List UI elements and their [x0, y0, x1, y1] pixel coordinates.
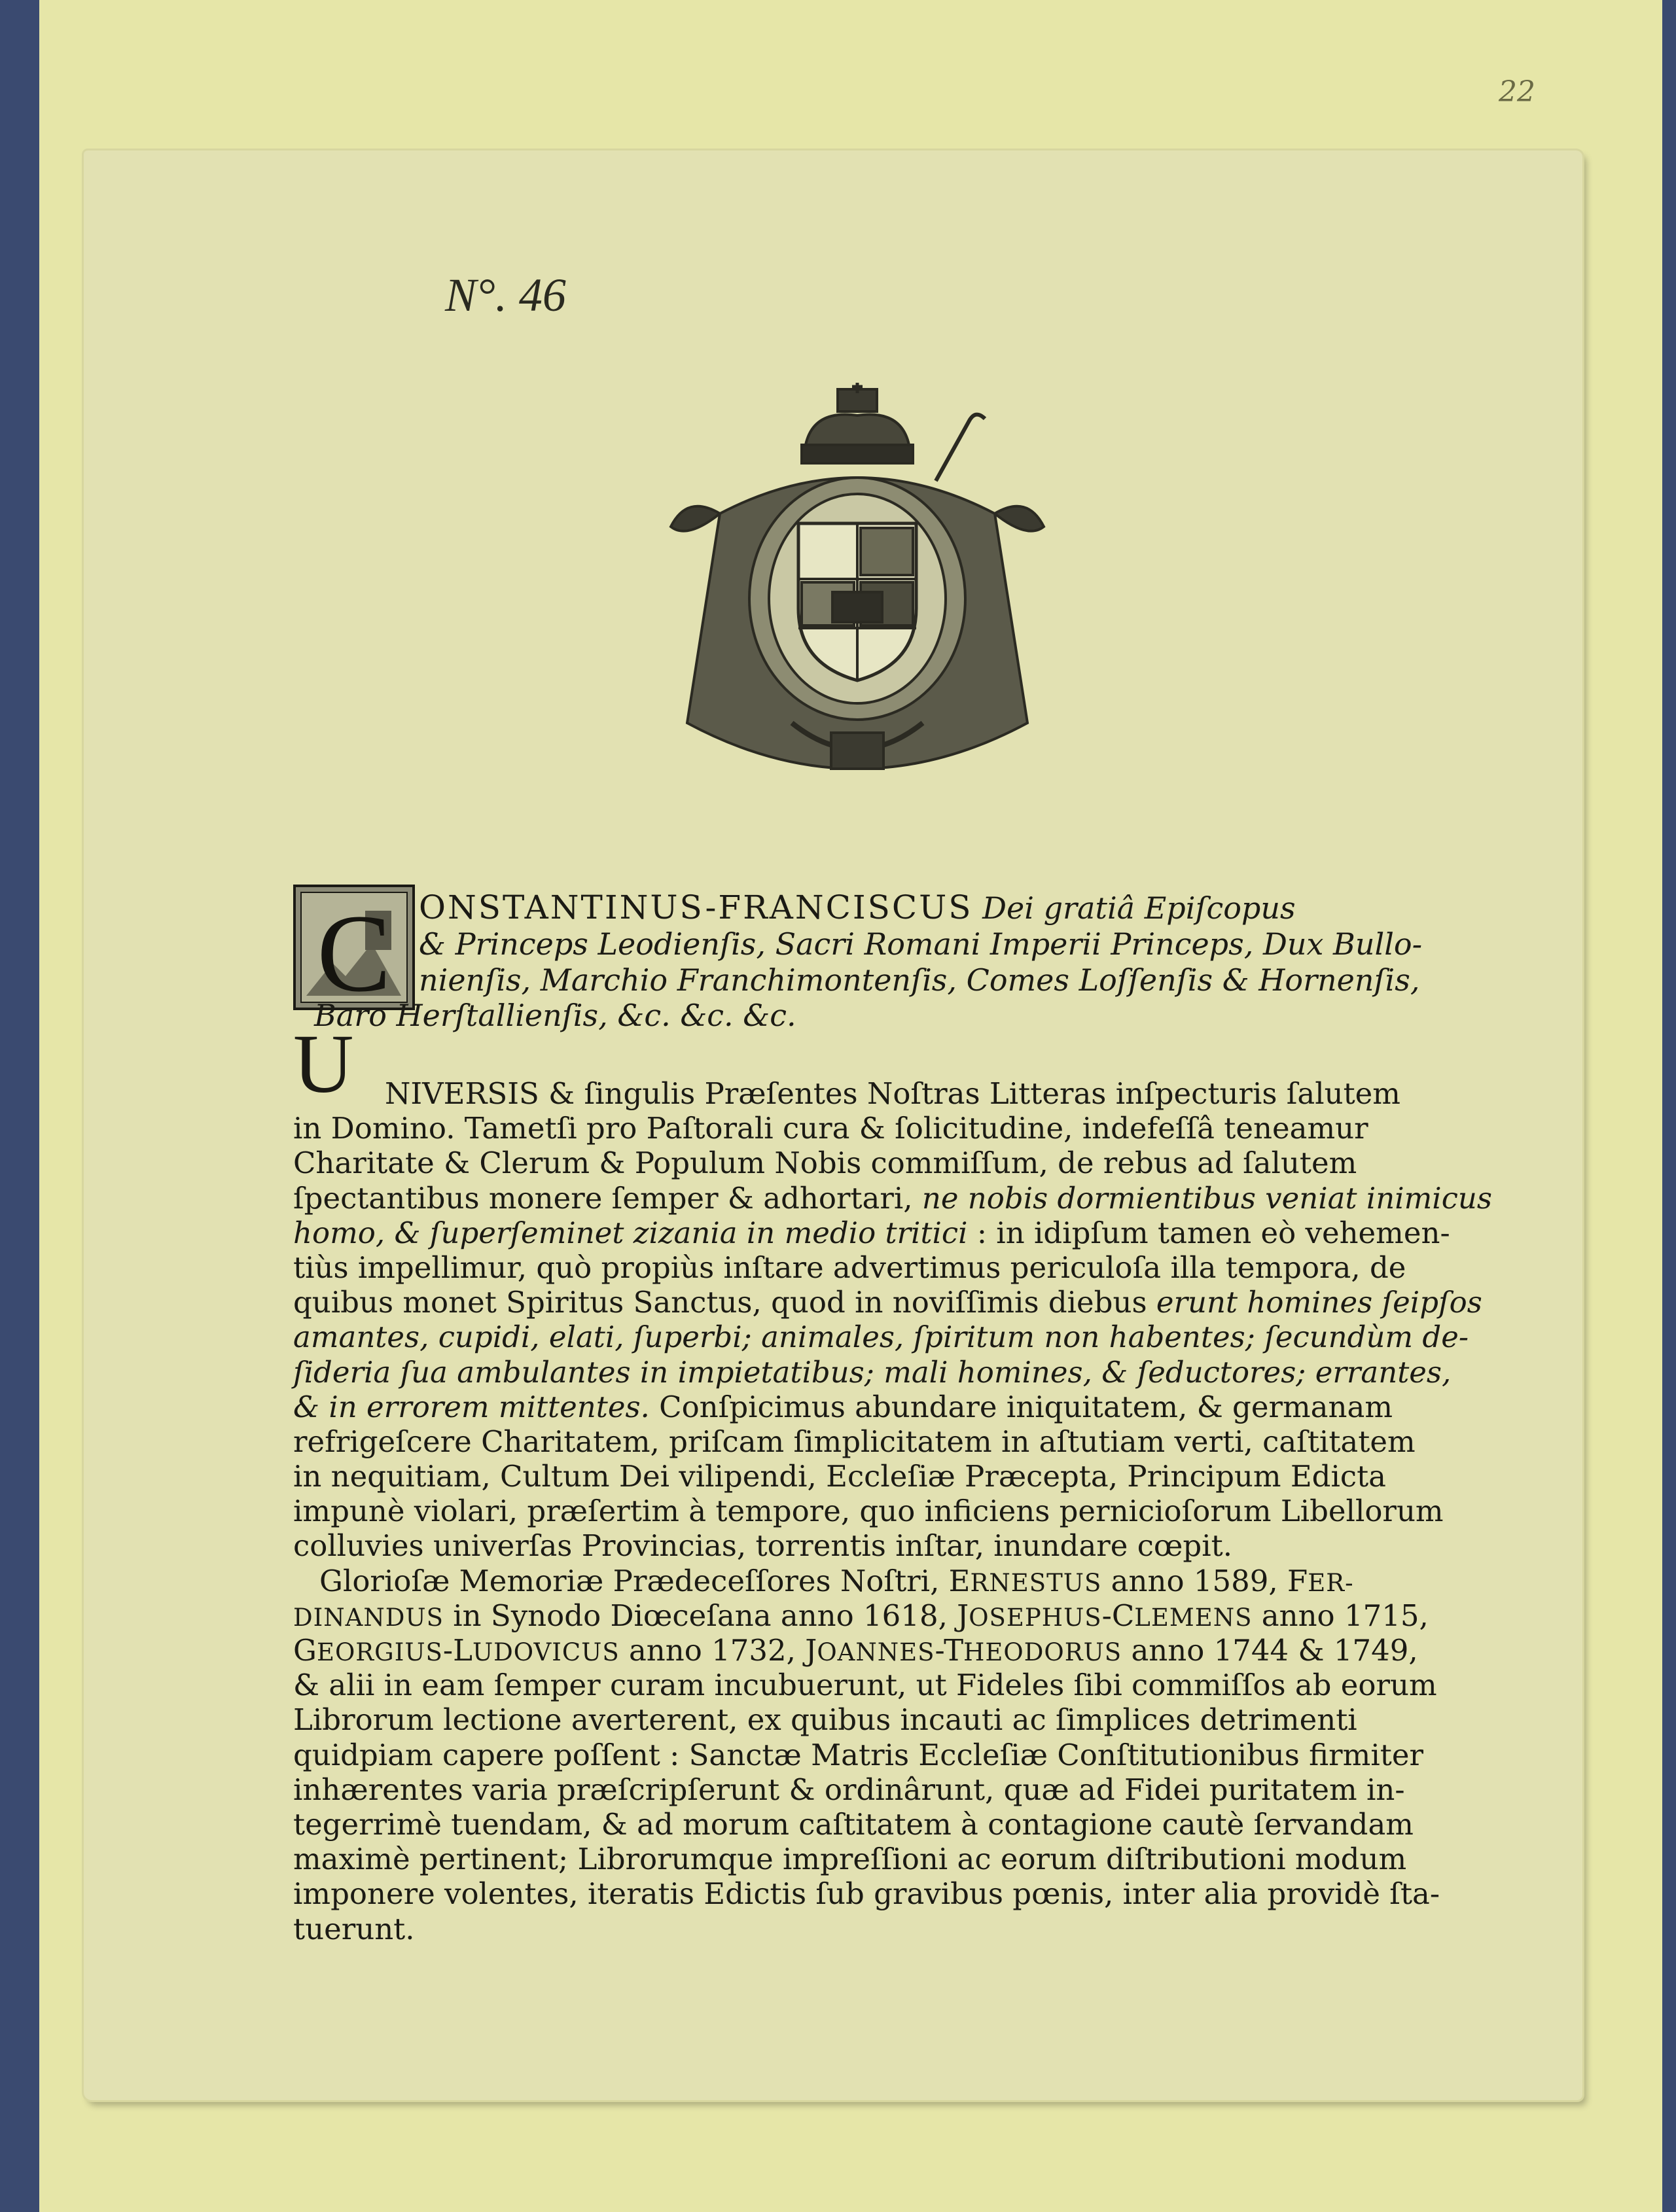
body-line: [293, 1076, 1400, 1111]
body-text-run: DINANDUS: [293, 1603, 444, 1632]
body-text-run: tegerrimè tuendam, & ad morum caſtitatem à contagione cautè ſervandam: [293, 1806, 1414, 1842]
title-text-run: ONSTANTINUS-FRANCISCUS: [419, 888, 973, 926]
body-text-run: -L: [442, 1633, 472, 1668]
body-text-run: quidpiam capere poſſent : Sanctæ Matris Eccleſiæ Conſtitutionibus firmiter: [293, 1737, 1423, 1772]
body-text-run: -T: [935, 1633, 964, 1668]
body-line: [293, 1876, 1440, 1912]
decorated-initial-c: [293, 885, 415, 1010]
body-text-run: UDOVICUS: [472, 1638, 620, 1666]
body-text-run: OANNES: [817, 1638, 935, 1666]
body-text-run: imponere volentes, iteratis Edictis ſub gravibus pœnis, inter alia providè ſta-: [293, 1876, 1440, 1912]
body-text-run: erunt homines ſeipſos: [1156, 1285, 1482, 1320]
body-text-run: colluvies univerſas Provincias, torrentis inſtar, inundare cœpit.: [293, 1528, 1233, 1564]
title-text-run: nienſis, Marchio Franchimontenſis, Comes Loſſenſis & Hornenſis,: [419, 962, 1420, 998]
body-line: [293, 1912, 1366, 1946]
body-text-run: Librorum lectione averterent, ex quibus incauti ac ſimplices detrimenti: [293, 1702, 1357, 1738]
body-text-run: homo, & ſuperſeminet zizania in medio tritici: [293, 1215, 968, 1250]
body-text-run: Charitate & Clerum & Populum Nobis commiſſum, de rebus ad ſalutem: [293, 1146, 1357, 1181]
body-line: [293, 1528, 1366, 1563]
body-text-run: anno 1744 & 1749,: [1122, 1633, 1418, 1668]
body-text-run: HEODORUS: [963, 1638, 1122, 1666]
body-line: [293, 1806, 1414, 1842]
body-text-run: impunè violari, præſertim à tempore, quo inficiens pernicioſorum Libellorum: [293, 1494, 1444, 1529]
body-text-run: LEMENS: [1134, 1603, 1253, 1632]
title-line: [419, 962, 1420, 998]
title-text-run: & Princeps Leodienſis, Sacri Romani Imperii Princeps, Dux Bullo-: [419, 926, 1423, 962]
body-text-run: tiùs impellimur, quò propiùs inſtare advertimus periculoſa illa tempora, de: [293, 1250, 1406, 1285]
drop-cap-u: U: [293, 1017, 354, 1110]
body-text-run: ne nobis dormientibus veniat inimicus: [921, 1180, 1492, 1216]
body-text-run: RNESTUS: [970, 1568, 1102, 1597]
body-text-run: & alii in eam ſemper curam incubuerunt, ut Fideles ſibi commiſſos ab eorum: [293, 1668, 1437, 1703]
body-line: [293, 1633, 1418, 1668]
body-line: [293, 1737, 1423, 1772]
body-text-run: ER-: [1308, 1568, 1354, 1597]
title-line: [314, 998, 796, 1034]
body-text-run: quibus monet Spiritus Sanctus, quod in noviſſimis diebus: [293, 1285, 1156, 1320]
body-text-run: maximè pertinent; Librorumque impreſſioni ac eorum diſtributioni modum: [293, 1842, 1407, 1877]
body-line: [293, 1598, 1429, 1633]
body-text-run: Glorioſæ Memoriæ Prædeceſſores Noſtri, E: [319, 1563, 971, 1598]
body-text-run: anno 1715,: [1252, 1598, 1429, 1633]
body-line: [293, 1564, 1366, 1598]
body-text-run: NIVERSIS & ſingulis Præſentes Noſtras Litteras inſpecturis ſalutem: [385, 1076, 1400, 1111]
body-line: [293, 1842, 1407, 1877]
inventory-mark: N°. 46: [445, 269, 566, 321]
body-text-run: EORGIUS: [316, 1638, 443, 1666]
body-line: [293, 1702, 1366, 1737]
body-text-run: in Synodo Diœceſana anno 1618, J: [443, 1598, 969, 1633]
body-text-run: inhærentes varia præſcripſerunt & ordinârunt, quæ ad Fidei puritatem in-: [293, 1772, 1405, 1807]
body-text-run: -C: [1101, 1598, 1135, 1633]
body-line: [293, 1215, 1450, 1250]
body-text-run: : in idipſum tamen eò vehemen-: [967, 1215, 1450, 1250]
body-text-run: in Domino. Tametſi pro Paſtorali cura & ſolicitudine, indefeſſâ teneamur: [293, 1111, 1368, 1146]
body-line: [293, 1250, 1406, 1285]
body-line: [293, 1668, 1437, 1703]
body-line: [293, 1424, 1416, 1459]
title-text-run: Dei gratiâ Epiſcopus: [972, 890, 1296, 926]
body-text-run: ſideria ſua ambulantes in impietatibus; mali homines, & ſeductores; errantes,: [293, 1354, 1452, 1390]
body-line: [293, 1389, 1393, 1424]
body-line: [293, 1111, 1366, 1146]
body-text: [293, 1076, 1492, 1946]
body-text-run: tuerunt.: [293, 1911, 415, 1946]
body-line: [293, 1354, 1452, 1390]
body-line: [293, 1146, 1366, 1180]
body-line: [293, 1320, 1469, 1355]
body-text-run: ſpectantibus monere ſemper & adhortari,: [293, 1180, 922, 1216]
initial-c-letter: C: [317, 892, 391, 1010]
body-line: [293, 1772, 1405, 1807]
body-text-run: G: [293, 1633, 317, 1668]
body-text-run: OSEPHUS: [969, 1603, 1102, 1632]
folio-number: 22: [1499, 75, 1535, 109]
body-line: [293, 1180, 1492, 1216]
body-text-run: refrigeſcere Charitatem, priſcam ſimplicitatem in aſtutiam verti, caſtitatem: [293, 1424, 1416, 1459]
title-line: [419, 926, 1423, 962]
title-line: [419, 890, 1361, 926]
title-text-run: Baro Herſtallienſis, &c. &c. &c.: [314, 998, 796, 1033]
body-line: [293, 1494, 1444, 1529]
body-text-run: anno 1732, J: [619, 1633, 817, 1668]
coat-of-arms-image: [661, 383, 1054, 801]
body-line: [293, 1285, 1482, 1320]
body-text-run: anno 1589, F: [1101, 1563, 1308, 1598]
body-text-run: & in errorem mittentes.: [293, 1389, 650, 1424]
body-text-run: amantes, cupidi, elati, ſuperbi; animales, ſpiritum non habentes; ſecundùm de-: [293, 1320, 1469, 1355]
body-text-run: in nequitiam, Cultum Dei vilipendi, Eccleſiæ Præcepta, Principum Edicta: [293, 1459, 1386, 1494]
body-line: [293, 1459, 1386, 1494]
body-text-run: Conſpicimus abundare iniquitatem, & germanam: [649, 1389, 1393, 1424]
title-block: [314, 888, 1423, 1033]
